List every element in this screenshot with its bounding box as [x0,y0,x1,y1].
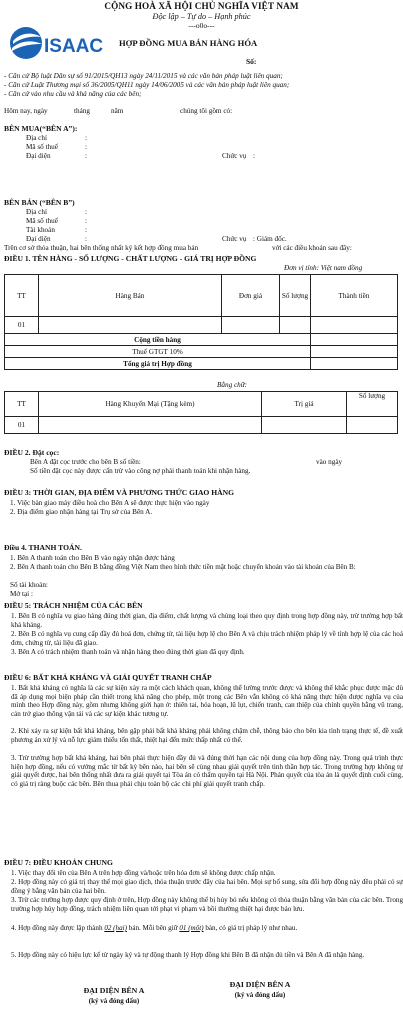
col-tt: TT [5,392,39,417]
article-7-p2: 2. Hợp đồng này có giá trị thay thế mọi giao dịch, thỏa thuận trước đây của hai bên. Mọi sự bổ sung, sửa đổi hợp đồng này đều phải có sự đồng ý bằng văn bản của hai bên. [11,878,403,895]
article-7-p5: 5. Hợp đồng này có hiệu lực kể từ ngày ký và tự động thanh lý Hợp đồng khi Bên B đã nhận đủ tiền và Bên A đã nhận hàng. [11,951,365,959]
header-divider: ---o0o--- [188,21,215,30]
intro-month: tháng [74,107,90,115]
contract-number-label: Số: [246,57,257,66]
party-a-heading: BÊN MUA(“BÊN A”): [4,124,78,133]
party-a-position: Chức vụ [222,152,247,160]
intro-parties: chúng tôi gồm có: [180,107,233,115]
article-1-heading: ĐIỀU 1. TÊN HÀNG - SỐ LƯỢNG - CHẤT LƯỢNG - GIÁ TRỊ HỢP ĐỒNG [4,254,257,263]
article-6-heading: ĐIỀU 6: BẤT KHẢ KHÁNG VÀ GIẢI QUYẾT TRANH CHẤP [4,673,212,682]
signature-party-a-note: (ký và đóng dấu) [88,997,140,1005]
col-goods: Hàng Bán [39,275,222,317]
party-a-address: Địa chỉ [26,134,47,142]
agreement-text-2: với các điều khoản sau đây: [272,244,352,252]
col-amount: Thành tiền [311,275,398,317]
colon: : [85,143,87,151]
article-7-p3: 3. Trừ các trường hợp được quy định ở trên, Hợp đồng này không thể bị hủy bỏ nếu không có thỏa thuận bằng văn bản của các bên. Trong trường hợp hủy hợp đồng, trách nhiệm liên quan tới phạt vi phạm và bồi thường thiệt hại được bảo lưu. [11,896,403,913]
article-2-heading: ĐIỀU 2. Đặt cọc: [4,448,60,457]
article-5-heading: ĐIỀU 5: TRÁCH NHIỆM CỦA CÁC BÊN [4,601,143,610]
legal-basis-3: - Căn cứ vào nhu cầu và khả năng của các bên; [4,90,142,98]
delivery-place: 2. Địa điểm giao nhận hàng tại Trụ sở của Bên A. [10,508,153,516]
cell [222,317,280,334]
signature-party-b-note: (ký và đóng dấu) [234,991,286,999]
party-b-rep: Đại diện [26,235,51,243]
cell [262,417,347,434]
grand-total-label: Tổng giá trị Hợp đồng [5,358,311,370]
vat-label: Thuế GTGT 10% [5,346,311,358]
signature-party-a: ĐẠI DIỆN BÊN A [83,986,145,995]
article-6-p1: 1. Bất khả kháng có nghĩa là các sự kiện xảy ra một cách khách quan, không thể lường trước được và không thể khắc phục được mặc dù đã áp dụng mọi biện pháp cần thiết trong khả năng cho phép, một trong các Bên vẫn không có khả năng thực hiện được nghĩa vụ của mình theo Hợp đồng này, gồm nhưng không giới hạn ở: thiên tai, hỏa hoạn, lũ lụt, chiến tranh, can thiệp của chính quyền bằng vũ trang, cản trở giao thông vận tải và các sự kiện khác tương tự. [11,684,403,718]
total-row [5,334,398,346]
intro-year: năm [111,107,124,115]
colon: : [85,235,87,243]
amount-in-words: Bằng chữ: [217,381,248,389]
contract-title: HỢP ĐỒNG MUA BÁN HÀNG HÓA [119,38,258,48]
article-5-p2: 2. Bên B có nghĩa vụ cung cấp đầy đủ hoá đơn, chứng từ, tài liệu hợp lệ cho Bên A và chịu trách nhiệm pháp lý về tính hợp lệ của các hoá đơn, chứng từ, tài liệu đã giao. [11,630,403,647]
article-7-p1: 1. Việc thay đổi tên của Bên A trên hợp đồng và/hoặc trên hóa đơn sẽ không được chấp nhận. [11,869,276,877]
party-a-tax: Mã số thuế [26,143,58,151]
col-tt: TT [5,275,39,317]
row-number: 01 [5,417,39,434]
col-quantity: Số lượng [347,392,398,417]
agreement-text: Trên cơ sở thỏa thuận, hai bên thống nhất ký kết hợp đồng mua bán [4,244,199,252]
cell [311,317,398,334]
currency-unit: Đơn vị tính: Việt nam đồng [284,264,363,272]
total-label: Cộng tiền hàng [5,334,311,346]
logo-wordmark: ISAAC [44,36,104,57]
col-value: Trị giá [262,392,347,417]
bank-name: Mở tại : [10,590,33,598]
payment-1: 1. Bên A thanh toán cho Bên B vào ngày nhận được hàng [10,554,175,562]
signature-party-b: ĐẠI DIỆN BÊN A [229,980,291,989]
colon: : [253,152,255,160]
table-row [5,417,398,434]
colon: : [85,152,87,160]
legal-basis-2: - Căn cứ Luật Thương mại số 36/2005/QH11 ngày 14/06/2005 và các văn bản pháp luật liên quan; [4,81,290,89]
isaac-logo [7,24,111,62]
cell [347,417,398,434]
cell [39,417,262,434]
account-number: Số tài khoản: [10,581,48,589]
text: 01 (một) [179,924,204,932]
row-number: 01 [5,317,39,334]
vat-row [5,346,398,358]
col-unit-price: Đơn giá [222,275,280,317]
article-6-p2: 2. Khi xảy ra sự kiện bất khả kháng, bên gặp phải bất khả kháng phải không chậm chễ, thông báo cho bên kia tình trạng thực tế, đề xuất phương án xử lý và nỗ lực giảm thiểu tổn thất, thiệt hại đến mức thấp nhất có thể. [11,727,403,744]
article-7-heading: ĐIỀU 7: ĐIỀU KHOẢN CHUNG [4,858,113,867]
legal-basis-1: - Căn cứ Bộ luật Dân sự số 91/2015/QH13 ngày 24/11/2015 và các văn bản pháp luật liên quan; [4,72,283,80]
col-promo-goods: Hàng Khuyến Mại (Tặng kèm) [39,392,262,417]
party-b-account: Tài khoản [26,226,55,234]
article-7-p4 [4,924,403,933]
grand-total-row [5,358,398,370]
party-b-heading: BÊN BÁN (“BÊN B”) [4,198,75,207]
deposit-line: Bên A đặt cọc trước cho bên B số tiền: [30,458,141,466]
party-a-rep: Đại diện [26,152,51,160]
text: 4. Hợp đồng này được lập thành [11,924,103,932]
text: bản. Mỗi bên giữ [128,924,178,932]
cell [39,317,222,334]
goods-table [4,274,398,370]
promo-table-header [5,392,398,417]
colon: : [85,208,87,216]
intro-today: Hôm nay, ngày [4,107,48,115]
col-quantity: Số lượng [280,275,311,317]
colon: : [85,217,87,225]
article-6-p3: 3. Trừ trường hợp bất khả kháng, hai bên phải thực hiện đầy đủ và đúng thời hạn các nội dung của hợp đồng này. Trong quá trình thực hiện hợp đồng, nếu có vướng mắc từ bất kỳ bên nào, hai bên sẽ cùng nhau giải quyết trên tinh thần hợp tác. Trong trường hợp không tự giải quyết được, hai bên thống nhất đưa ra giải quyết tại Tòa án có thẩm quyền tại Hà Nội. Phán quyết của tòa án là quyết định cuối cùng, có giá trị ràng buộc các bên. Bên thua phải chịu toàn bộ các chi phí giải quyết tranh chấp. [11,754,403,788]
cell [280,317,311,334]
colon: : [85,134,87,142]
country-heading: CỘNG HOÀ XÃ HỘI CHỦ NGHĨA VIỆT NAM [104,1,299,11]
text: 02 (hai) [104,924,127,932]
article-5-p1: 1. Bên B có nghĩa vụ giao hàng đúng thời gian, địa điểm, chất lượng và chủng loại theo quy định trong hợp đồng này, trừ trường hợp bất khả kháng. [11,612,403,629]
article-3-heading: ĐIỀU 3: THỜI GIAN, ĐỊA ĐIỂM VÀ PHƯƠNG THỨC GIAO HÀNG [4,488,235,497]
motto: Độc lập – Tự do – Hạnh phúc [152,12,251,21]
deposit-note: Số tiền đặt cọc này được cấn trừ vào công nợ phải thanh toán khi nhận hàng. [30,467,251,475]
payment-2: 2. Bên A thanh toán cho Bên B bằng đồng Việt Nam theo hình thức tiền mặt hoặc chuyển khoản vào tài khoản của Bên B: [10,563,356,571]
deposit-date: vào ngày [316,458,343,466]
goods-table-header [5,275,398,317]
article-4-heading: Điều 4. THANH TOÁN. [4,543,82,552]
promo-table [4,391,398,434]
cell [311,346,398,358]
party-b-director: : Giám đốc. [253,235,287,243]
delivery-time: 1. Việc bàn giao máy điều hoà cho Bên A sẽ được thực hiện vào ngày [10,499,210,507]
cell [311,358,398,370]
text: bản, có giá trị pháp lý như nhau. [205,924,298,932]
cell [311,334,398,346]
party-b-tax: Mã số thuế [26,217,58,225]
colon: : [85,226,87,234]
party-b-address: Địa chỉ [26,208,47,216]
table-row [5,317,398,334]
article-5-p3: 3. Bên A có trách nhiệm thanh toán và nhận hàng theo đúng thời gian đã quy định. [11,648,245,656]
party-b-position: Chức vụ [222,235,247,243]
